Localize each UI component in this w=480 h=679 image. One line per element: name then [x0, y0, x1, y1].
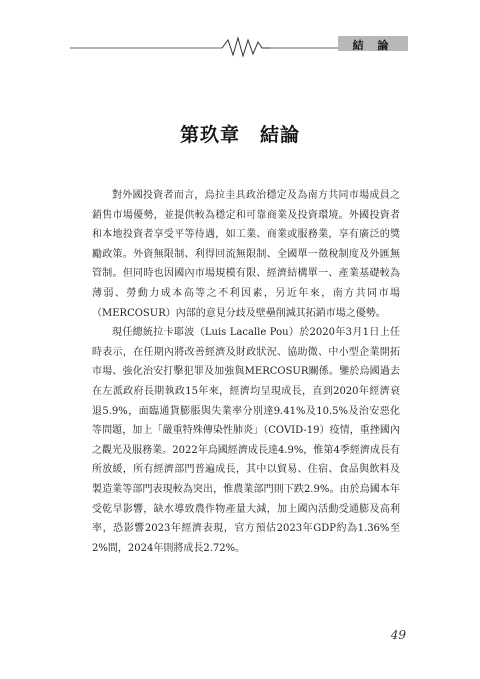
chapter-title: 第玖章 結論 — [179, 124, 300, 146]
header-heartbeat-rule — [0, 0, 480, 60]
running-header-label: 結 論 — [352, 39, 394, 52]
paragraph: 現任總統拉卡耶波（Luis Lacalle Pou）於2020年3月1日上任時表示，在任期內將改善經濟及財政狀況、協助微、中小型企業開拓市場、強化治安打擊犯罪及加強與MERCOSUR關係。鑒於烏國過去在左派政府長期執政15年來，經濟均呈現成長，直到2020年經濟衰退5.9%，面臨通貨膨脹與失業率分別達9.41%及10.5%及治安惡化等問題，加上「嚴重特殊傳染性肺炎」（COVID-19）疫情，重挫國內之觀光及服務業。2022年烏國經濟成長達4.9%，惟第4季經濟成長有所放緩，所有經濟部門普遍成長，其中以貿易、住宿、食品與飲料及製造業等部門表現較為突出，惟農業部門則下跌2.9%。由於烏國本年受乾旱影響，缺水導致農作物產量大減，加上國內活動受通膨及高利率，恐影響2023年經濟表現，官方預估2023年GDP約為1.36%至2%間，2024年則將成長2.72%。 — [92, 327, 400, 554]
page-number: 49 — [390, 628, 406, 642]
paragraph: 對外國投資者而言，烏拉圭具政治穩定及為南方共同市場成員之銷售市場優勢，並提供較為穩定和可靠商業及投資環境。外國投資者和本地投資者享受平等待遇，如工業、商業或服務業，享有廣泛的獎勵政策。外資無限制、利得回流無限制、全國單一徵稅制度及外匯無管制。但同時也因國內市場規模有限、經濟結構單一、產業基礎較為薄弱、勞動力成本高等之不利因素，另近年來，南方共同市場（MERCOSUR）內部的意見分歧及壁壘削減其拓銷市場之優勢。 — [92, 190, 400, 319]
body-text — [92, 186, 400, 558]
running-header — [0, 0, 480, 60]
